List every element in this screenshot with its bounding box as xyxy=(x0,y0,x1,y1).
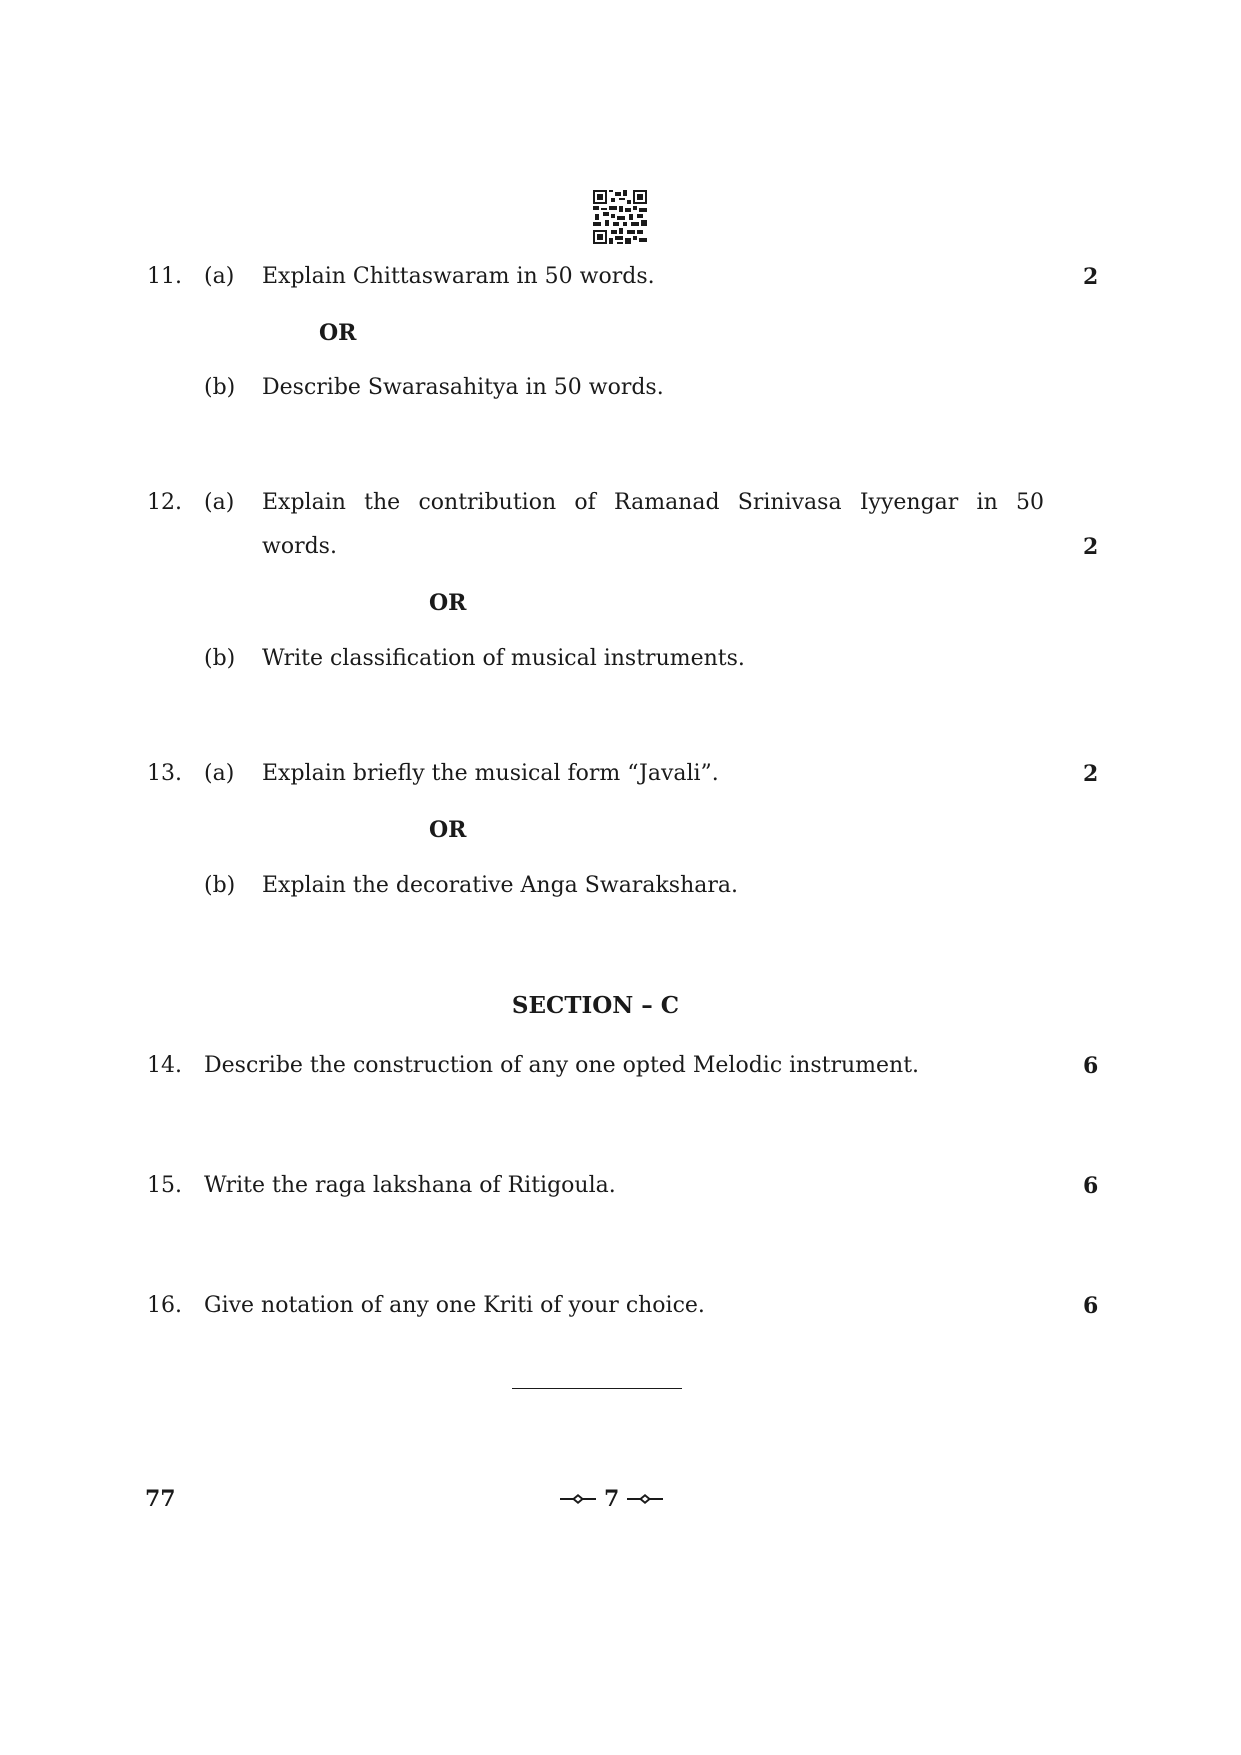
question-12b-text: Write classification of musical instruments. xyxy=(262,646,745,671)
word: Ramanad xyxy=(614,490,720,515)
question-12-or: OR xyxy=(429,590,467,616)
question-12b-label: (b) xyxy=(204,646,236,671)
end-of-paper-rule xyxy=(512,1388,682,1389)
question-11b-label: (b) xyxy=(204,375,236,400)
question-13a-label: (a) xyxy=(204,761,235,786)
question-14-number: 14. xyxy=(147,1053,182,1078)
word: 50 xyxy=(1016,490,1044,515)
question-12-number: 12. xyxy=(147,490,182,515)
question-13-marks: 2 xyxy=(1083,761,1099,787)
question-12a-label: (a) xyxy=(204,490,235,515)
question-12-marks: 2 xyxy=(1083,534,1099,560)
paper-code: 77 xyxy=(145,1486,176,1512)
ornament-left-icon xyxy=(560,1492,596,1506)
question-15-number: 15. xyxy=(147,1173,182,1198)
question-16-marks: 6 xyxy=(1083,1293,1099,1319)
word: the xyxy=(364,490,401,515)
section-heading: SECTION – C xyxy=(511,992,680,1019)
word: in xyxy=(976,490,998,515)
word: contribution xyxy=(418,490,557,515)
question-13a-text: Explain briefly the musical form “Javali”. xyxy=(262,761,719,786)
question-15-text: Write the raga lakshana of Ritigoula. xyxy=(204,1173,616,1198)
question-12a-text-line2: words. xyxy=(262,534,337,559)
question-14-text: Describe the construction of any one opted Melodic instrument. xyxy=(204,1053,920,1078)
question-15-marks: 6 xyxy=(1083,1173,1099,1199)
question-13-or: OR xyxy=(429,817,467,843)
question-11-number: 11. xyxy=(147,264,182,289)
question-11b-text: Describe Swarasahitya in 50 words. xyxy=(262,375,664,400)
question-14-marks: 6 xyxy=(1083,1053,1099,1079)
question-13-number: 13. xyxy=(147,761,182,786)
question-11a-text: Explain Chittaswaram in 50 words. xyxy=(262,264,655,289)
question-11-or: OR xyxy=(319,320,357,346)
question-11a-label: (a) xyxy=(204,264,235,289)
word: Iyyengar xyxy=(859,490,959,515)
question-11-marks: 2 xyxy=(1083,264,1099,290)
question-16-number: 16. xyxy=(147,1293,182,1318)
question-12a-text-line1 xyxy=(262,490,1044,515)
question-16-text: Give notation of any one Kriti of your choice. xyxy=(204,1293,705,1318)
word: Explain xyxy=(262,490,346,515)
qr-code xyxy=(593,190,647,244)
word: Srinivasa xyxy=(737,490,842,515)
page-number: 7 xyxy=(604,1486,620,1512)
ornament-right-icon xyxy=(627,1492,663,1506)
word: of xyxy=(574,490,596,515)
page-number-block xyxy=(560,1486,663,1512)
question-13b-text: Explain the decorative Anga Swarakshara. xyxy=(262,873,738,898)
question-13b-label: (b) xyxy=(204,873,236,898)
